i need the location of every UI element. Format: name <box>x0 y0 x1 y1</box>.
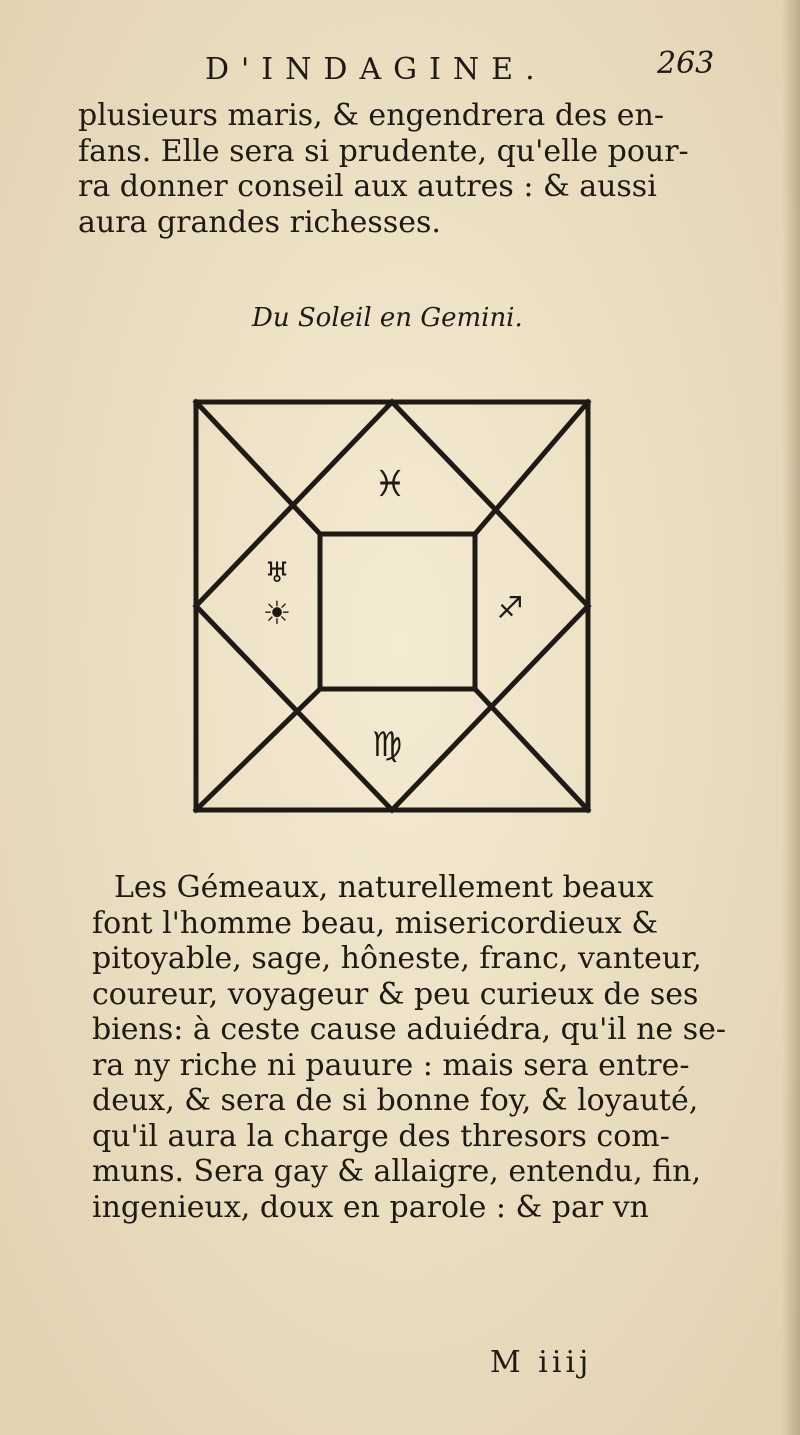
page-number: 263 <box>657 46 715 81</box>
astrological-chart <box>180 384 610 834</box>
sagittarius-symbol: ♐ <box>496 591 524 626</box>
planet-symbol: ♅ <box>264 556 290 589</box>
body-paragraph <box>92 870 726 1225</box>
chart-diagonal <box>196 689 320 810</box>
astrological-chart-svg <box>180 384 610 834</box>
chart-inner-square <box>320 534 475 689</box>
sun-symbol: ☀ <box>262 594 292 632</box>
text-line: deux, & sera de si bonne foy, & loyauté, <box>92 1083 699 1118</box>
text-line: Les Gémeaux, naturellement beaux <box>114 870 654 905</box>
section-title: Du Soleil en Gemini. <box>252 303 523 333</box>
text-line: plusieurs maris, & engendrera des en- <box>78 98 664 133</box>
text-line: ra donner conseil aux autres : & aussi <box>78 169 657 204</box>
text-line: fans. Elle sera si prudente, qu'elle pour- <box>78 133 689 169</box>
virgo-symbol: ♍ <box>371 725 403 765</box>
top-paragraph <box>78 98 689 240</box>
page-header <box>0 46 800 96</box>
text-line: font l'homme beau, misericordieux & <box>92 905 659 941</box>
page-edge-shadow <box>782 0 800 1435</box>
signature-mark: M iiij <box>490 1345 593 1380</box>
text-line: muns. Sera gay & allaigre, entendu, fin, <box>92 1154 702 1189</box>
chart-diagonal <box>196 402 320 534</box>
chart-diagonal <box>475 402 588 534</box>
text-line: biens: à ceste cause aduiédra, qu'il ne se- <box>92 1012 726 1047</box>
text-line: pitoyable, sage, hôneste, franc, vanteur, <box>92 941 702 976</box>
text-line: coureur, voyageur & peu curieux de ses <box>92 976 699 1012</box>
running-head: D'INDAGINE. <box>205 52 547 87</box>
pisces-symbol: ♓ <box>373 464 407 505</box>
text-line: ra ny riche ni pauure : mais sera entre- <box>92 1047 690 1083</box>
text-line: qu'il aura la charge des thresors com- <box>92 1118 670 1154</box>
text-line: aura grandes richesses. <box>78 204 441 240</box>
text-line: ingenieux, doux en parole : & par vn <box>92 1189 650 1225</box>
